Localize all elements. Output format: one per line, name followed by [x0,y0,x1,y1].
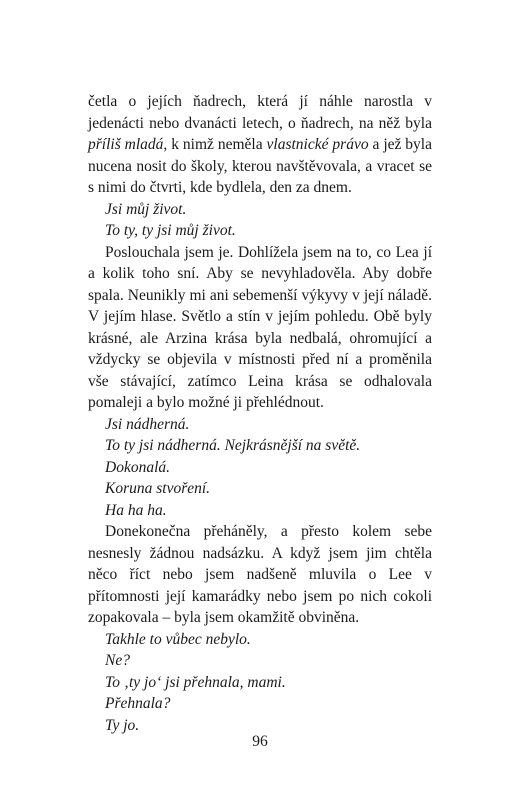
paragraph [88,521,432,629]
text-span: Dokonalá. [105,458,171,476]
text-span: četla o jejích ňadrech, která jí náhle narostla v jedenácti nebo dvanácti letech, o ňadrech, na něž byla [88,93,432,132]
text-span: Koruna stvoření. [105,480,211,497]
dialogue-line [88,650,432,672]
dialogue-line [88,199,432,221]
text-span: To ty, ty jsi můj život. [105,222,236,239]
text-span: a jež byla nucena nosit do školy, kterou navštěvovala, a vracet se s nimi do čtvrti, kde bydlela, den za dnem. [88,136,432,196]
dialogue-line [88,414,432,436]
text-span: To ‚ty jo‘ jsi přehnala, mami. [105,673,286,691]
text-span: Přehnala? [105,695,171,712]
text-span: Ty jo. [105,716,140,734]
paragraph [88,91,432,199]
paragraph [88,242,432,414]
dialogue-line [88,629,432,651]
text-span: Takhle to vůbec nebylo. [105,630,251,648]
dialogue-line [88,220,432,242]
text-span: Ha ha ha. [105,501,167,519]
dialogue-line [88,693,432,715]
dialogue-line [88,457,432,479]
dialogue-line [88,672,432,694]
body-text [88,91,432,736]
text-span: Jsi můj život. [105,200,187,218]
page-number: 96 [252,733,268,750]
text-span: To ty jsi nádherná. Nejkrásnější na světě. [105,437,361,454]
emphasis-span: příliš mladá [88,136,164,153]
text-span: Donekonečna přeháněly, a přesto kolem sebe nesnesly žádnou nadsázku. A když jsem jim chtěla něco říct nebo jsem nadšeně mluvila o Lee v přítomnosti její kamarádky nebo jsem po nich cokoli zopakovala – byla jsem okamžitě obviněna. [88,523,432,626]
dialogue-line [88,500,432,522]
dialogue-line [88,435,432,457]
text-span: , k nimž neměla [163,136,267,153]
text-span: Poslouchala jsem je. Dohlížela jsem na to, co Lea jí a kolik toho sní. Aby se nevyhladověla. Aby dobře spala. Neunikly mi ani sebemenší výkyvy v její náladě. V jejím hlase. Světlo a stín v jejím pohledu. Obě byly krásné, ale Arzina krása byla nedbalá, ohromující a vždycky se objevila v místnosti před ní a proměnila vše stávající, zatímco Leina krása se odhalovala pomaleji a bylo možné ji přehlédnout. [88,243,432,411]
emphasis-span: vlastnické právo [266,136,369,153]
text-span: Ne? [105,652,130,669]
text-span: Jsi nádherná. [105,415,190,433]
dialogue-line [88,478,432,500]
